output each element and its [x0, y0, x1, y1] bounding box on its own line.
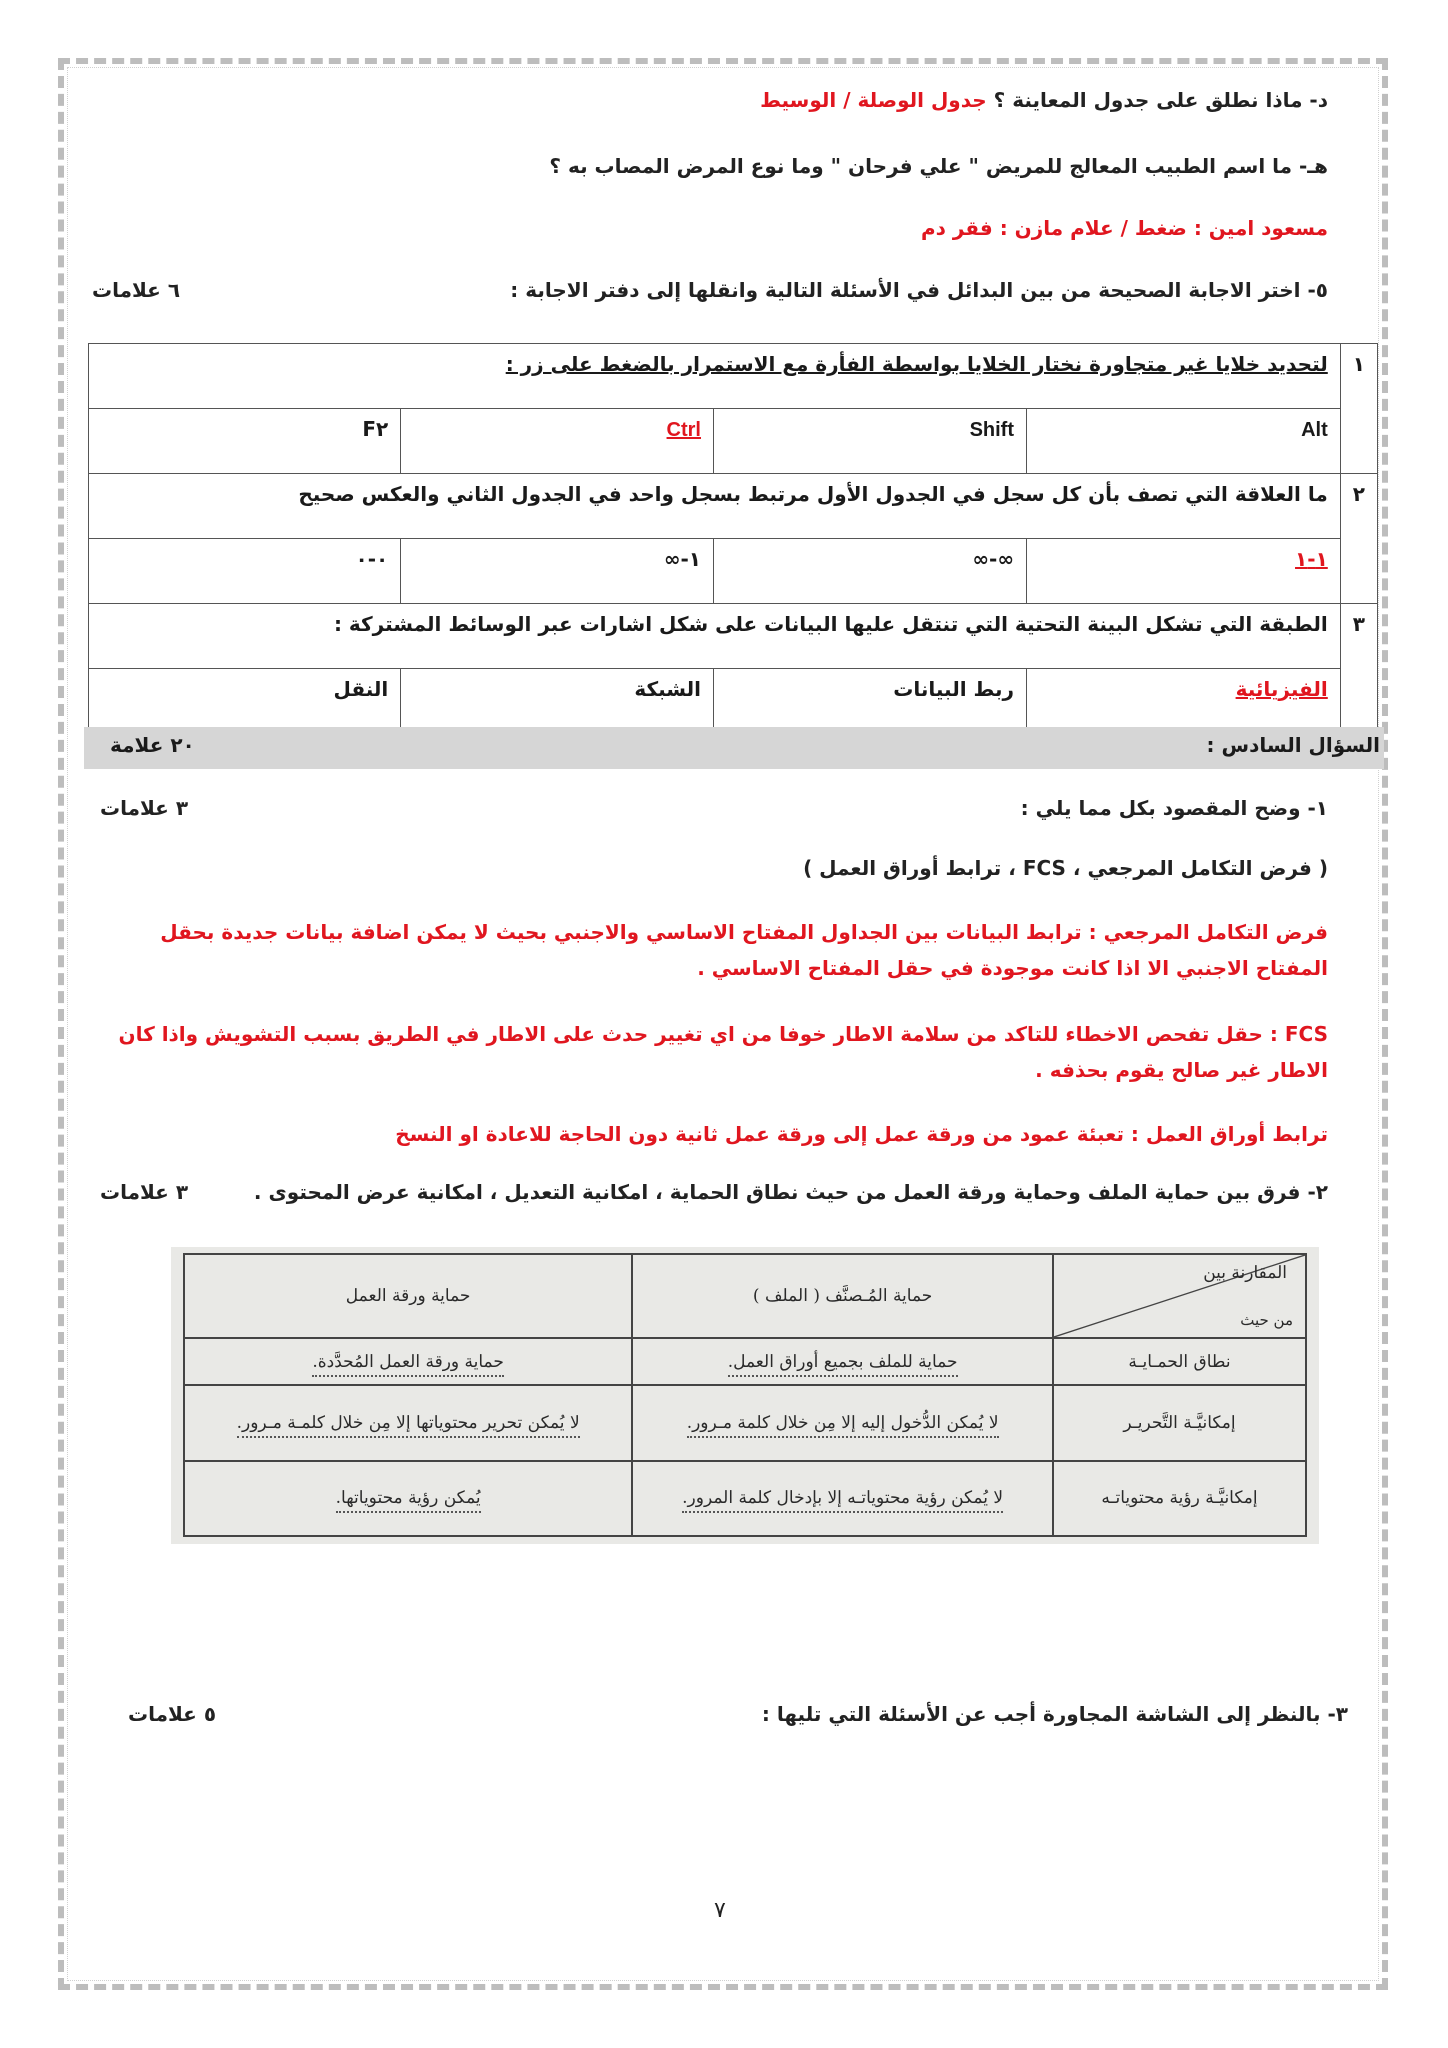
mcq-option: ∞-∞: [972, 547, 1014, 571]
comparison-table-image: [171, 1247, 1319, 1544]
mcq-number: ٣: [1340, 604, 1377, 734]
part3-title: ٣- بالنظر إلى الشاشة المجاورة أجب عن الأسئلة التي تليها :: [761, 1702, 1348, 1726]
mcq-number: ١: [1340, 344, 1377, 474]
question-d: [760, 88, 1328, 112]
table-cell: لا يُمكن تحرير محتوياتها إلا مِن خلال كلمـة مـرور.: [237, 1413, 580, 1438]
question6-title: السؤال السادس :: [1206, 733, 1380, 757]
mcq-option: الشبكة: [634, 677, 701, 701]
table-cell: حماية ورقة العمل المُحدَّدة.: [312, 1352, 504, 1377]
mcq-option: Alt: [1301, 419, 1328, 441]
table-row: [184, 1338, 1306, 1385]
question-d-answer: جدول الوصلة / الوسيط: [760, 88, 987, 112]
question6-marks: ٢٠ علامة: [110, 733, 195, 757]
question-h-answer: مسعود امين : ضغط / علام مازن : فقر دم: [920, 216, 1328, 240]
part3-marks: ٥ علامات: [128, 1702, 217, 1726]
part1-marks: ٣ علامات: [100, 796, 189, 820]
mcq-option: ربط البيانات: [893, 677, 1014, 701]
table-cell: لا يُمكن رؤية محتوياتـه إلا بإدخال كلمة المرور.: [682, 1488, 1003, 1513]
table-cell: يُمكن رؤية محتوياتها.: [336, 1488, 481, 1513]
answer-fcs: FCS : حقل تفحص الاخطاء للتاكد من سلامة الاطار خوفا من اي تغيير حدث على الاطار في الطريق بسبب التشويش واذا كان الاطار غير صالح يقوم بحذفه .: [118, 1022, 1328, 1082]
mcq-question-text: لتحديد خلايا غير متجاورة نختار الخلايا بواسطة الفأرة مع الاستمرار بالضغط على زر :: [505, 352, 1328, 376]
table-row: [184, 1461, 1306, 1536]
question-h-text: هـ- ما اسم الطبيب المعالج للمريض " علي فرحان " وما نوع المرض المصاب به ؟: [549, 154, 1328, 178]
table-cell: لا يُمكن الدُّخول إليه إلا مِن خلال كلمة مـرور.: [687, 1413, 999, 1438]
mcq-table: [88, 343, 1378, 734]
question5-marks: ٦ علامات: [92, 278, 181, 302]
question5-title: ٥- اختر الاجابة الصحيحة من بين البدائل في الأسئلة التالية وانقلها إلى دفتر الاجابة :: [510, 278, 1328, 302]
mcq-question-row: [89, 344, 1378, 409]
part1-title: ١- وضح المقصود بكل مما يلي :: [1020, 796, 1328, 820]
mcq-question-text: ما العلاقة التي تصف بأن كل سجل في الجدول الأول مرتبط بسجل واحد في الجدول الثاني والعكس صحيح: [298, 482, 1328, 506]
table-cell: حماية للملف بجميع أوراق العمل.: [728, 1352, 958, 1377]
mcq-question-text: الطبقة التي تشكل البينة التحتية التي تنتقل عليها البيانات على شكل اشارات عبر الوسائط المشتركة :: [333, 612, 1328, 636]
mcq-number: ٢: [1340, 474, 1377, 604]
corner-label-aspect: من حيث: [1240, 1311, 1293, 1329]
mcq-question-row: [89, 604, 1378, 669]
row-label: إمكانيَّـة رؤية محتوياتـه: [1053, 1461, 1306, 1536]
mcq-option-correct: ١-١: [1295, 547, 1328, 571]
mcq-option: ١-∞: [663, 547, 701, 571]
answer-linked-worksheets: ترابط أوراق العمل : تعبئة عمود من ورقة عمل إلى ورقة عمل ثانية دون الحاجة للاعادة او النسخ: [395, 1122, 1328, 1146]
mcq-option: Shift: [969, 419, 1014, 441]
mcq-option-correct: Ctrl: [666, 419, 701, 441]
row-label: إمكانيَّـة التَّحريـر: [1053, 1385, 1306, 1460]
mcq-option: النقل: [333, 677, 389, 701]
row-label: نطاق الحمـايـة: [1053, 1338, 1306, 1385]
part2-title: ٢- فرق بين حماية الملف وحماية ورقة العمل من حيث نطاق الحماية ، امكانية التعديل ، امكانية عرض المحتوى .: [253, 1180, 1328, 1204]
part1-terms: ( فرض التكامل المرجعي ، FCS ، ترابط أوراق العمل ): [803, 856, 1328, 880]
part2-marks: ٣ علامات: [100, 1180, 189, 1204]
mcq-question-row: [89, 474, 1378, 539]
table-corner-cell: [1053, 1254, 1306, 1338]
mcq-option: ٠-٠: [355, 547, 389, 571]
table-row: [184, 1385, 1306, 1460]
corner-label-compare: المقارنة بين: [1203, 1263, 1287, 1283]
page-number: ٧: [714, 1898, 726, 1923]
mcq-options-row: [89, 539, 1378, 604]
question6-header-band: [84, 727, 1384, 769]
mcq-options-row: [89, 409, 1378, 474]
question-d-text: د- ماذا نطلق على جدول المعاينة ؟: [993, 88, 1328, 112]
answer-referential-integrity: فرض التكامل المرجعي : ترابط البيانات بين الجداول المفتاح الاساسي والاجنبي بحيث لا يمكن اضافة بيانات جديدة بحقل المفتاح الاجنبي الا اذا كانت موجودة في حقل المفتاح الاساسي .: [160, 920, 1328, 980]
mcq-option-correct: الفيزيائية: [1235, 677, 1328, 701]
mcq-options-row: [89, 669, 1378, 734]
column-header-sheet-protection: حماية ورقة العمل: [184, 1254, 632, 1338]
mcq-option: F٢: [362, 417, 389, 441]
column-header-file-protection: حماية المُـصنَّف ( الملف ): [632, 1254, 1053, 1338]
comparison-table: [183, 1253, 1307, 1537]
